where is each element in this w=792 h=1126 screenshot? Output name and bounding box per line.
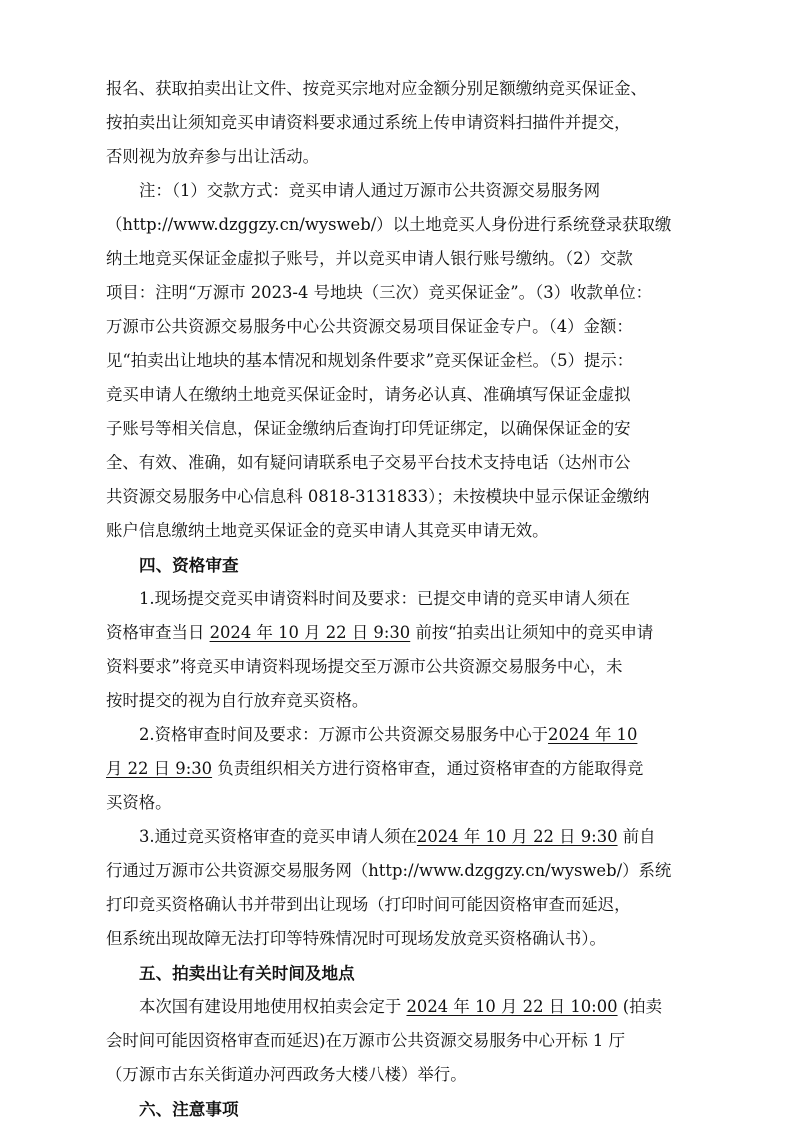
text-line: 资料要求”将竞买申请资料现场提交至万源市公共资源交易服务中心，未 [106,657,623,676]
text-line: （http://www.dzggzy.cn/wysweb/）以土地竞买人身份进行系统登录获取缴 [106,215,672,234]
text-line: 报名、获取拍卖出让文件、按竞买宗地对应金额分别足额缴纳竞买保证金、 [106,79,647,98]
text-line: 行通过万源市公共资源交易服务网（http://www.dzggzy.cn/wysweb/）系统 [106,861,672,880]
text-line: 否则视为放弃参与出让活动。 [106,147,320,166]
text-line: （万源市古东关街道办河西政务大楼八楼）举行。 [106,1065,467,1084]
text-segment: 资格审查当日 [106,623,205,642]
text-line: 1.现场提交竞买申请资料时间及要求：已提交申请的竞买申请人须在 [139,589,630,608]
text-line: 竞买申请人在缴纳土地竞买保证金时，请务必认真、准确填写保证金虚拟 [106,385,631,404]
text-segment: 2.资格审查时间及要求：万源市公共资源交易服务中心于 [139,725,549,744]
text-line: 见“拍卖出让地块的基本情况和规划条件要求”竞买保证金栏。（5）提示： [106,351,634,370]
document-page [106,72,694,1126]
text-line: 账户信息缴纳土地竞买保证金的竞买申请人其竞买申请无效。 [106,521,549,540]
text-line: 共资源交易服务中心信息科 0818-3131833）；未按模块中显示保证金缴纳 [106,487,650,506]
text-line [106,990,694,1024]
text-line: 项目：注明“万源市 2023-4 号地块（三次）竞买保证金”。（3）收款单位： [106,283,653,302]
text-line: 全、有效、准确，如有疑问请联系电子交易平台技术支持电话（达州市公 [106,453,631,472]
text-line [106,820,694,854]
text-line: 注：（1）交款方式：竞买申请人通过万源市公共资源交易服务网 [139,181,601,200]
date-underlined: 2024 年 10 月 22 日 9:30 [416,827,618,846]
text-line: 按时提交的视为自行放弃竞买资格。 [106,691,369,710]
text-segment: 前按“拍卖出让须知中的竞买申请 [415,623,654,642]
text-line [106,718,694,752]
text-line: 会时间可能因资格审查而延迟)在万源市公共资源交易服务中心开标 1 厅 [106,1031,625,1050]
section-heading: 四、资格审查 [139,555,239,575]
text-line: 子账号等相关信息，保证金缴纳后查询打印凭证绑定，以确保保证金的安 [106,419,631,438]
text-segment: (拍卖 [622,997,662,1016]
text-line [106,616,694,650]
text-line: 打印竞买资格确认书并带到出让现场（打印时间可能因资格审查而延迟， [106,895,631,914]
date-underlined: 月 22 日 9:30 [106,759,213,778]
text-segment: 本次国有建设用地使用权拍卖会定于 [139,997,402,1016]
date-underlined: 2024 年 10 [548,725,638,744]
text-segment: 前自 [622,827,656,846]
text-line: 按拍卖出让须知竞买申请资料要求通过系统上传申请资料扫描件并提交， [106,113,631,132]
text-segment: 负责组织相关方进行资格审查，通过资格审查的方能取得竞 [217,759,644,778]
text-line: 买资格。 [106,793,172,812]
text-line [106,752,694,786]
text-line: 但系统出现故障无法打印等特殊情况时可现场发放竞买资格确认书）。 [106,929,606,948]
section-heading: 五、拍卖出让有关时间及地点 [139,963,355,983]
date-underlined: 2024 年 10 月 22 日 10:00 [406,997,618,1016]
text-segment: 3.通过竞买资格审查的竞买申请人须在 [139,827,417,846]
text-line: 万源市公共资源交易服务中心公共资源交易项目保证金专户。（4）金额： [106,317,633,336]
date-underlined: 2024 年 10 月 22 日 9:30 [209,623,411,642]
text-line: 纳土地竞买保证金虚拟子账号，并以竞买申请人银行账号缴纳。（2）交款 [106,249,633,268]
section-heading: 六、注意事项 [139,1099,239,1119]
